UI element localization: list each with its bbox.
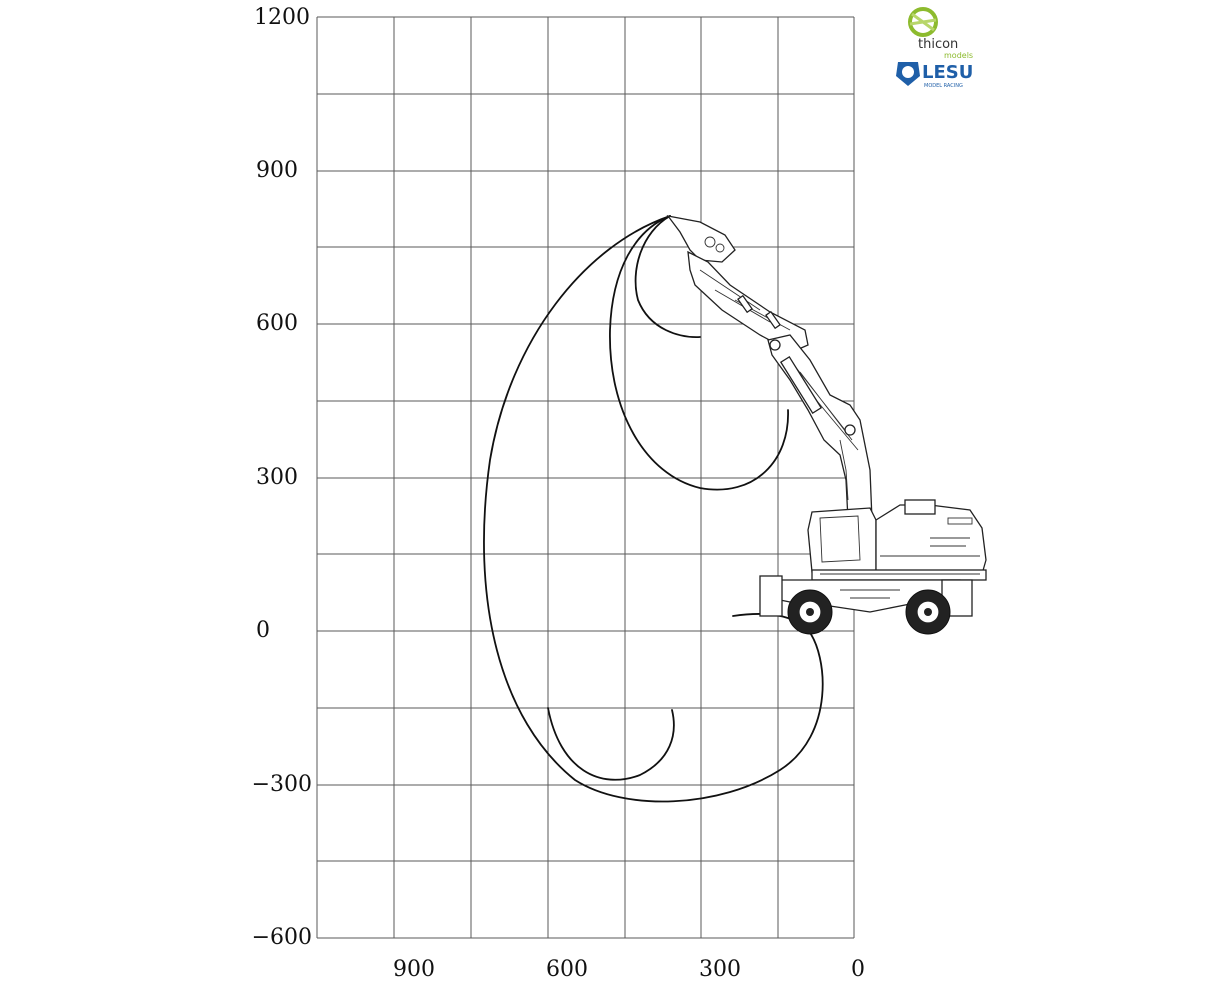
- y-tick-label: 600: [256, 311, 298, 336]
- y-tick-label: 300: [256, 465, 298, 490]
- counterweight-body: [876, 505, 986, 574]
- excavator-illustration: [668, 216, 986, 634]
- reach-envelope: [484, 216, 823, 802]
- x-tick-label: 900: [393, 957, 435, 982]
- cab: [808, 508, 876, 572]
- lower-loop-curve: [548, 708, 674, 780]
- grid: [317, 17, 854, 938]
- x-tick-label: 600: [546, 957, 588, 982]
- lesu-subtext: MODEL RACING: [924, 83, 963, 89]
- y-tick-label: 1200: [254, 5, 310, 30]
- y-tick-label: −600: [251, 925, 312, 950]
- thicon-wordmark: thicon: [918, 37, 959, 52]
- x-tick-label: 0: [851, 957, 865, 982]
- y-axis-labels: [252, 5, 312, 950]
- x-tick-label: 300: [699, 957, 741, 982]
- y-tick-label: −300: [251, 772, 312, 797]
- lesu-wordmark: LESU: [922, 62, 974, 83]
- dozer-blade: [760, 576, 782, 616]
- bucket: [668, 216, 735, 262]
- rear-wheel: [906, 590, 950, 634]
- x-axis-labels: [393, 957, 865, 982]
- y-tick-label: 900: [256, 158, 298, 183]
- front-wheel: [788, 590, 832, 634]
- outer-envelope-curve: [484, 216, 823, 802]
- thicon-subtext: models: [944, 51, 974, 60]
- y-tick-label: 0: [256, 618, 270, 643]
- thicon-logo: [910, 9, 973, 60]
- lesu-logo: [896, 62, 973, 89]
